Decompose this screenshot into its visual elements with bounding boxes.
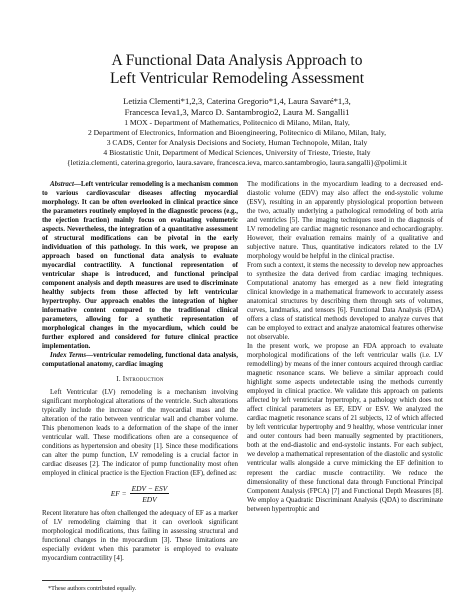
abstract-label: Abstract [50, 180, 74, 188]
abstract-text: —Left ventricular remodeling is a mechanism common to various cardiovascular diseases affecting myocardial morphology. It can be often overlooked in clinical practice since the parameters routinely employed in the diagnostic process (e.g., the ejection fraction) mainly focus on evaluating volumetric aspects. Nevertheless, the integration of a quantitative assessment of structural modifications can be pivotal in the early individuation of this pathology. In this work, we propose an approach based on functional data analysis to evaluate myocardial contractility. A functional representation of ventricular shape is introduced, and functional principal component analysis and depth measures are used to discriminate healthy subjects from those affected by left ventricular hypertrophy. Our approach enables the integration of higher informative content compared to the traditional clinical parameters, allowing for a synthetic representation of morphological changes in the myocardium, which could be further explored and considered for future clinical practice implementation. [42, 180, 238, 351]
affiliation-3: 3 CADS, Center for Analysis Decisions and Society, Human Technopole, Milan, Italy [106, 137, 368, 147]
equation-numerator: EDV − ESV [131, 483, 168, 493]
equation-fraction [130, 484, 170, 504]
authors-line-1: Letizia Clementi*1,2,3, Caterina Gregorio*1,4, Laura Savaré*1,3, [123, 96, 351, 106]
footnote-rule [42, 580, 102, 581]
title-line-1: A Functional Data Analysis Approach to [111, 52, 363, 69]
index-terms [42, 351, 238, 369]
paper-title [0, 52, 474, 88]
affiliation-2: 2 Department of Electronics, Information and Bioengineering, Politecnico di Milano, Milan, Italy, [87, 127, 387, 137]
right-column [247, 180, 443, 514]
abstract [42, 180, 238, 351]
index-terms-text: —ventricular remodeling, functional data analysis, computational anatomy, cardiac imaging [42, 351, 238, 369]
footnote: *These authors contributed equally. [48, 585, 137, 592]
section-heading-introduction: I. Introduction [116, 375, 164, 384]
affiliation-1: 1 MOX - Department of Mathematics, Politecnico di Milano, Milan, Italy, [124, 118, 350, 127]
affiliation-4: 4 Biostatistic Unit, Department of Medical Sciences, University of Trieste, Trieste, Italy [103, 147, 371, 157]
intro-paragraph-1: Left Ventricular (LV) remodeling is a mechanism involving significant morphological alterations of the ventricle. Such alterations typically include the increase of the myocardial mass and the alteration of the ratio between ventricular wall and chamber volume. This phenomenon leads to a deformation of the shape of the inner ventricular wall. These modifications often are a consequence of conditions as hypertension and obesity [1]. Since these modifications can alter the pump function, LV remodeling is a crucial factor in cardiac diseases [2]. The indicator of pump functionality most often employed in clinical practice is the Ejection Fraction (EF), defined as: [42, 388, 238, 478]
authors-line-2: Francesca Ieva1,3, Marco D. Santambrogio2, Laura M. Sangalli1 [124, 107, 350, 117]
equation-denominator: EDV [142, 494, 157, 504]
ef-equation [42, 484, 238, 504]
equation-lhs: EF = [110, 489, 127, 498]
left-column [42, 180, 238, 563]
right-paragraph-3: In the present work, we propose an FDA approach to evaluate morphological modifications of the left ventricular walls (i.e. LV remodelling) by means of the inner contours acquired through cardiac magnetic resonance scans. We believe a similar approach could highlight some aspects undetectable using the methods currently employed in clinical practice. We validate this approach on patients affected by left ventricular hypertrophy, a pathology which does not affect clinical parameters as EF, EDV or ESV. We analyzed the cardiac magnetic resonance scans of 21 subjects, 12 of which affected by left ventricular hypertrophy and 9 healthy, whose ventricular inner and outer contours had been manually segmented by practitioners, both at the end-diastolic and end-systolic instants. For each subject, we develop a mathematical representation of the diastolic and systolic ventricular walls alongside a curve mimicking the EF definition to represent the cardiac muscle contractility. We reduce the dimensionality of these functional data through Functional Principal Component Analysis (FPCA) [7] and Functional Depth Measures [8]. We employ a Quadratic Discriminant Analysis (QDA) to discriminate between hypertrophic and [247, 342, 443, 513]
index-terms-label: Index Terms [50, 351, 87, 360]
right-paragraph-1: The modifications in the myocardium leading to a decreased end-diastolic volume (EDV) may also affect the end-systolic volume (ESV), resulting in an apparently physiological proportion between the two, actually underlying a pathological remodeling of both atria and ventricles [5]. The imaging techniques used in the diagnosis of LV remodeling are cardiac magnetic resonance and echocardiography. However, their evaluation remains mainly of a qualitative and subjective nature. Thus, quantitative indicators related to the LV morphology would be helpful in the clinical practise. [247, 180, 443, 261]
author-block [20, 96, 454, 168]
title-line-2: Left Ventricular Remodeling Assessment [109, 70, 365, 87]
intro-paragraph-2: Recent literature has often challenged the adequacy of EF as a marker of LV remodeling claiming that it can overlook significant morphological modifications, thus failing in assessing structural and functional changes in the myocardium [3]. These limitations are especially evident when this parameter is employed to evaluate myocardium contractility [4]. [42, 508, 238, 562]
right-paragraph-2: From such a context, it stems the necessity to develop new approaches to synthesize the data derived from cardiac imaging techniques. Computational anatomy has emerged as a new field integrating clinical knowledge in a mathematical framework to accurately assess anatomical structures by describing them through sets of volumes, curves, landmarks, and tensors [6]. Functional Data Analysis (FDA) offers a class of statistical methods developed to analyze curves that can be employed to extract and analyze anatomical features otherwise not observable. [247, 261, 443, 342]
author-emails: {letizia.clementi, caterina.gregorio, laura.savare, francesca.ieva, marco.santambrogio, laura.sangalli}@polimi.it [66, 157, 408, 167]
